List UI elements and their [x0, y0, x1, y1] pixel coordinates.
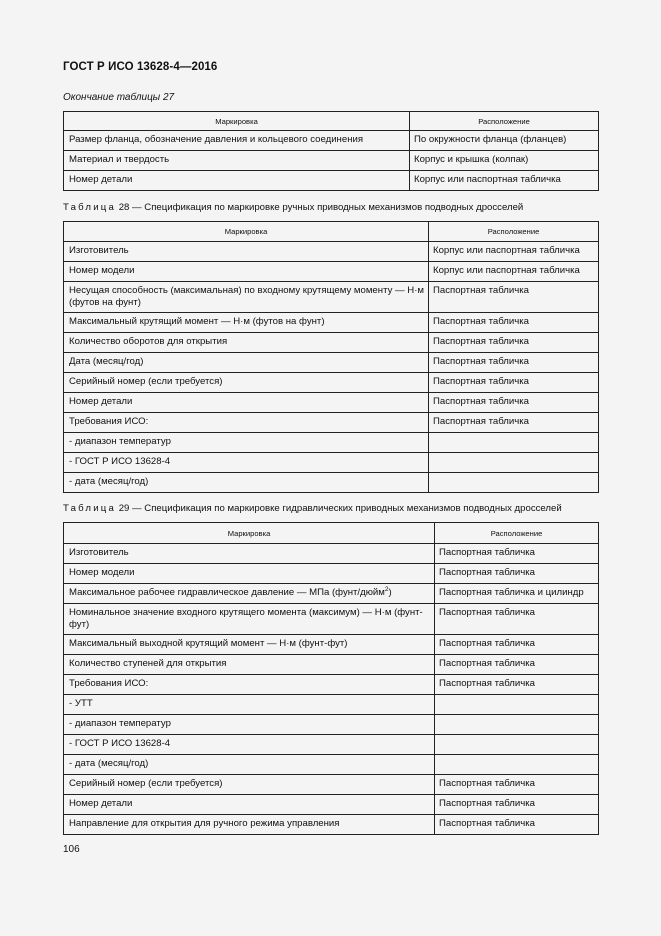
table-29-header-marking: Маркировка	[64, 523, 435, 544]
table-cell: Паспортная табличка и цилиндр	[435, 584, 599, 604]
table-row	[64, 171, 599, 191]
table-28-header-location: Расположение	[429, 222, 599, 242]
table-row	[64, 433, 599, 453]
table-cell: Корпус и крышка (колпак)	[410, 151, 599, 171]
table-cell: - дата (месяц/год)	[64, 755, 435, 775]
table-28-caption-text: 28 — Спецификация по маркировке ручных приводных механизмов подводных дросселей	[118, 202, 524, 213]
table-cell: Максимальный крутящий момент — Н·м (футов на фунт)	[64, 313, 429, 333]
table-row	[64, 604, 599, 635]
table-row	[64, 815, 599, 835]
table-cell: Несущая способность (максимальная) по входному крутящему моменту — Н·м (футов на фунт)	[64, 282, 429, 313]
table-27-continuation-label: Окончание таблицы 27	[63, 92, 175, 103]
table-cell	[435, 715, 599, 735]
table-cell: Требования ИСО:	[64, 675, 435, 695]
table-cell: Паспортная табличка	[435, 564, 599, 584]
table-cell: Дата (месяц/год)	[64, 353, 429, 373]
table-cell: - дата (месяц/год)	[64, 473, 429, 493]
superscript: 2	[384, 586, 389, 593]
table-28-header-marking: Маркировка	[64, 222, 429, 242]
table-cell: Паспортная табличка	[429, 333, 599, 353]
table-cell: Количество ступеней для открытия	[64, 655, 435, 675]
table-cell: Корпус или паспортная табличка	[429, 242, 599, 262]
table-row	[64, 635, 599, 655]
table-row	[64, 262, 599, 282]
table-row	[64, 544, 599, 564]
table-cell: Паспортная табличка	[435, 815, 599, 835]
table-cell	[64, 584, 435, 604]
table-cell-text: Максимальное рабочее гидравлическое давление — МПа (фунт/дюйм	[69, 587, 385, 598]
table-cell: Паспортная табличка	[435, 655, 599, 675]
table-cell: Серийный номер (если требуется)	[64, 373, 429, 393]
table-cell	[435, 695, 599, 715]
table-row	[64, 795, 599, 815]
table-cell: Размер фланца, обозначение давления и кольцевого соединения	[64, 131, 410, 151]
table-row	[64, 584, 599, 604]
table-cell: Изготовитель	[64, 544, 435, 564]
table-row	[64, 353, 599, 373]
table-cell: - диапазон температур	[64, 433, 429, 453]
table-row	[64, 333, 599, 353]
table-cell: Паспортная табличка	[429, 282, 599, 313]
table-cell	[429, 473, 599, 493]
table-29-caption-prefix: Таблица	[63, 503, 117, 514]
table-cell: Требования ИСО:	[64, 413, 429, 433]
table-cell: Номер модели	[64, 564, 435, 584]
table-row	[64, 755, 599, 775]
table-row	[64, 373, 599, 393]
table-cell: Паспортная табличка	[429, 393, 599, 413]
table-cell	[429, 433, 599, 453]
document-header: ГОСТ Р ИСО 13628-4—2016	[63, 61, 218, 73]
table-cell	[435, 735, 599, 755]
table-cell: Паспортная табличка	[435, 635, 599, 655]
table-row	[64, 715, 599, 735]
table-cell: Паспортная табличка	[429, 313, 599, 333]
table-cell: Серийный номер (если требуется)	[64, 775, 435, 795]
table-row	[64, 151, 599, 171]
table-row	[64, 282, 599, 313]
table-row	[64, 393, 599, 413]
table-row	[64, 413, 599, 433]
table-cell: Паспортная табличка	[435, 775, 599, 795]
table-27	[63, 111, 599, 191]
table-cell: Паспортная табличка	[435, 604, 599, 635]
table-row	[64, 473, 599, 493]
table-cell: Изготовитель	[64, 242, 429, 262]
table-cell: Количество оборотов для открытия	[64, 333, 429, 353]
table-27-header-marking: Маркировка	[64, 112, 410, 131]
table-cell: Направление для открытия для ручного режима управления	[64, 815, 435, 835]
page-number: 106	[63, 844, 80, 855]
table-29-caption	[63, 503, 562, 514]
table-cell: Номер модели	[64, 262, 429, 282]
table-cell: Паспортная табличка	[435, 795, 599, 815]
table-28-caption	[63, 202, 523, 213]
table-cell: Номер детали	[64, 393, 429, 413]
table-cell: По окружности фланца (фланцев)	[410, 131, 599, 151]
table-row	[64, 655, 599, 675]
table-cell: Паспортная табличка	[429, 353, 599, 373]
table-29-caption-text: 29 — Спецификация по маркировке гидравлических приводных механизмов подводных дросселей	[118, 503, 562, 514]
table-cell: - ГОСТ Р ИСО 13628-4	[64, 735, 435, 755]
table-cell: Паспортная табличка	[429, 413, 599, 433]
table-28	[63, 221, 599, 493]
table-cell	[435, 755, 599, 775]
table-cell: Паспортная табличка	[435, 544, 599, 564]
table-row	[64, 131, 599, 151]
table-row	[64, 242, 599, 262]
closing-paren: )	[388, 587, 392, 598]
table-row	[64, 564, 599, 584]
table-cell: Номинальное значение входного крутящего момента (максимум) — Н·м (фунт-фут)	[64, 604, 435, 635]
table-cell: - диапазон температур	[64, 715, 435, 735]
table-cell: Корпус или паспортная табличка	[429, 262, 599, 282]
table-row	[64, 313, 599, 333]
table-cell: Номер детали	[64, 171, 410, 191]
table-cell: Максимальный выходной крутящий момент — Н·м (фунт-фут)	[64, 635, 435, 655]
table-29	[63, 522, 599, 835]
table-29-header-location: Расположение	[435, 523, 599, 544]
table-28-caption-prefix: Таблица	[63, 202, 117, 213]
table-cell: Паспортная табличка	[435, 675, 599, 695]
table-cell: Корпус или паспортная табличка	[410, 171, 599, 191]
table-row	[64, 675, 599, 695]
table-27-header-location: Расположение	[410, 112, 599, 131]
table-cell: Номер детали	[64, 795, 435, 815]
table-cell: Материал и твердость	[64, 151, 410, 171]
table-row	[64, 735, 599, 755]
table-cell: - ГОСТ Р ИСО 13628-4	[64, 453, 429, 473]
table-cell: - УТТ	[64, 695, 435, 715]
table-cell: Паспортная табличка	[429, 373, 599, 393]
table-row	[64, 453, 599, 473]
table-row	[64, 775, 599, 795]
table-cell	[429, 453, 599, 473]
table-row	[64, 695, 599, 715]
